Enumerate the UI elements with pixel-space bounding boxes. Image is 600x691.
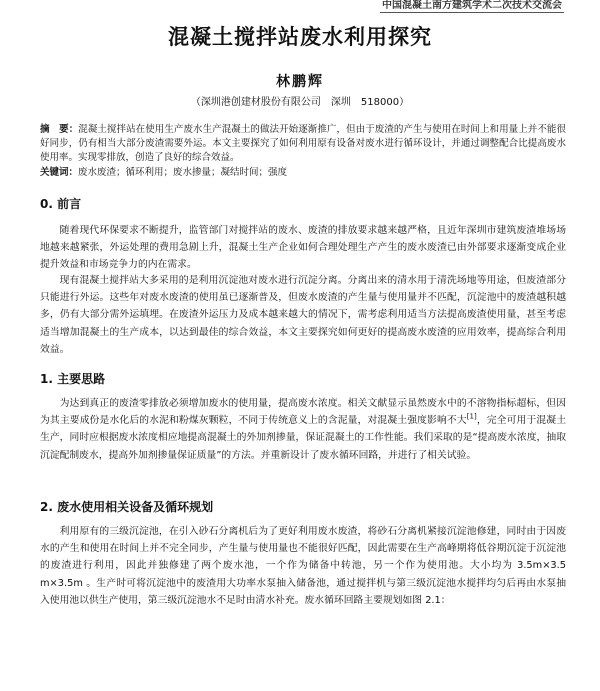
citation-ref: [1]: [466, 412, 477, 421]
abstract-text: 混凝土搅拌站在使用生产废水生产混凝土的做法开始逐渐推广，但由于废渣的产生与使用在时间上和用量上并不能很好同步，仍有相当大部分废渣需要外运。本文主要探究了如何利用原有设备对废水进行循环设计，并通过调整配合比提高废水使用率。实现零排放，创造了良好的综合效益。: [40, 124, 566, 163]
section-paragraph: 现有混凝土搅拌站大多采用的是利用沉淀池对废水进行沉淀分离。分离出来的清水用于清洗场地等用途，但废渣部分只能进行外运。这些年对废水废渣的使用虽已逐渐普及，但废水废渣的产生量与使用量并不匹配，沉淀池中的废渣越积越多，仍有大部分需外运填埋。在废渣外运压力及成本越来越大的情况下，需考虑利用适当方法提高废渣使用量，甚至考虑适当增加混凝土的生产成本，以达到最佳的综合效益，本文主要探究如何更好的提高废水废渣的应用效率，提高综合利用效益。: [40, 275, 566, 355]
keywords-label: 关键词：: [40, 167, 79, 178]
affiliation: （深圳港创建材股份有限公司 深圳 518000）: [190, 97, 410, 108]
running-head: 中国混凝土南方建筑学术二次技术交流会: [380, 0, 564, 13]
paragraph-text: ，完全可用于混凝土生产，同时应根据废水浓度相应地提高混凝土的外加剂掺量，保证混凝土的工作性能。我们采取的是“提高废水浓度，抽取沉淀配制废水，提高外加剂掺量保证质量”的方法。并重新设计了废水循环回路，并进行了相关试验。: [40, 415, 567, 461]
section-paragraph: 利用原有的三级沉淀池，在引入砂石分离机后为了更好利用废水废渣，将砂石分离机紧接沉淀池修建，同时由于因废水的产生和使用在时间上并不完全同步，产生量与使用量也不能很好匹配，因此需要在生产高峰期将低谷期沉淀于沉淀池的废渣进行利用，因此并独修建了两个废水池，一个作为储备中转池，另一个作为使用池。大小均为 3.5m×3.5 m×3.5m 。生产时可将沉淀池中的废渣用大功率水泵抽入储备池，通过搅拌机与第三级沉淀池水搅拌均匀后再由水泵抽入使用池以供生产使用，第三级沉淀池水不足时由清水补充。废水循环回路主要规划如图 2.1：: [40, 526, 566, 606]
section-paragraph: [40, 395, 566, 464]
section-heading-main-idea: 1. 主要思路: [40, 372, 106, 386]
abstract: [40, 123, 566, 164]
paragraph-text: 为达到真正的废渣零排放必须增加废水的使用量，提高废水浓度。相关文献显示虽然废水中的不溶物指标超标，但因为其主要成份是水化后的水泥和粉煤灰颗粒，不同于传统意义上的含泥量，对混凝土强度影响不大: [40, 398, 566, 427]
paper-title: 混凝土搅拌站废水利用探究: [168, 24, 432, 49]
abstract-label: 摘 要：: [40, 124, 79, 135]
section-heading-equipment: 2. 废水使用相关设备及循环规划: [40, 500, 214, 514]
keywords-text: 废水废渣；循环利用；废水掺量；凝结时间；强度: [78, 167, 288, 178]
keywords: [40, 166, 566, 180]
section-heading-preface: 0. 前言: [40, 197, 82, 211]
author-name: 林鹏辉: [276, 74, 324, 90]
section-paragraph: 随着现代环保要求不断提升，监管部门对搅拌站的废水、废渣的排放要求越来越严格，且近年深圳市建筑废渣堆场场地越来越紧张，外运处理的费用急剧上升，混凝土生产企业如何合理处理生产产生的废水废渣已由外部要求逐渐变成企业提升效益和市场竞争力的内在需求。: [40, 225, 566, 271]
